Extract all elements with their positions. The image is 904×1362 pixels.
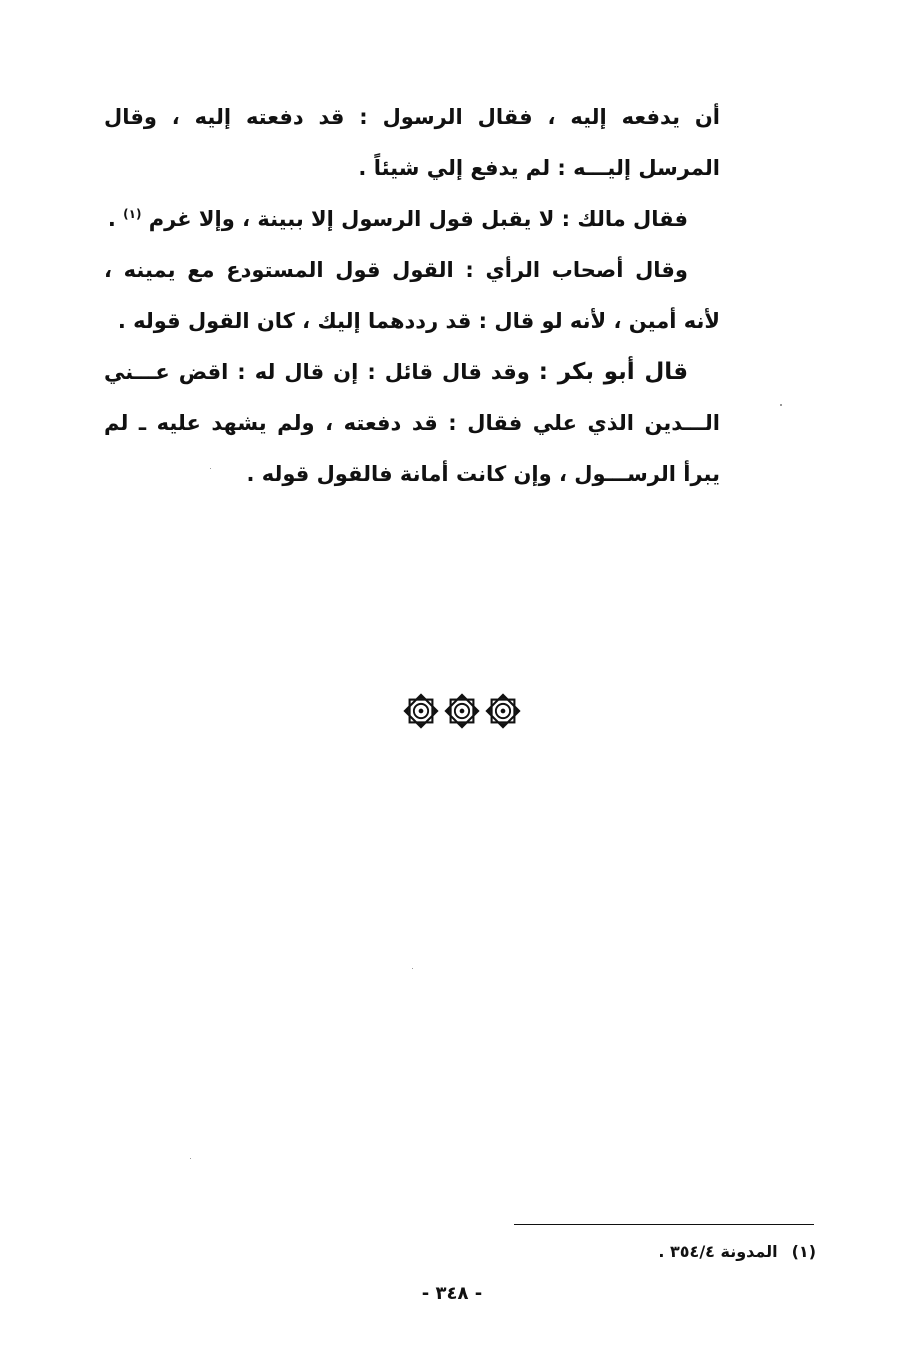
footnote-text: المدونة ٣٥٤/٤ .	[658, 1242, 778, 1261]
scan-speck	[780, 404, 782, 406]
paragraph-1	[104, 92, 720, 194]
paragraph-4-text: وقد قال قائل : إن قال له : اقض عـــني الـــدين الذي علي فقال : قد دفعته ، ولم يشهد عليه ـ لم يبرأ الرســـول ، وإن كانت أمانة فالقول قوله .	[104, 360, 720, 486]
footnote-divider	[514, 1224, 814, 1225]
paragraph-3	[104, 245, 720, 347]
paragraph-1-text: أن يدفعه إليه ، فقال الرسول : قد دفعته إليه ، وقال المرسل إليـــه : لم يدفع إلي شيئاً .	[104, 105, 720, 180]
section-ornament	[402, 692, 522, 736]
paragraph-3-text: وقال أصحاب الرأي : القول قول المستودع مع يمينه ، لأنه أمين ، لأنه لو قال : قد رددهما إليك ، كان القول قوله .	[104, 258, 720, 333]
footnote	[520, 1240, 816, 1264]
star-ornament-icon	[402, 692, 440, 730]
footnote-number: (١)	[791, 1242, 816, 1261]
star-ornament-icon	[484, 692, 522, 730]
speaker-label: قال أبو بكر :	[538, 359, 689, 385]
star-ornament-icon	[443, 692, 481, 730]
page-number: - ٣٤٨ -	[421, 1283, 483, 1304]
footnote-reference[interactable]: (١)	[123, 207, 142, 221]
scan-speck	[190, 1158, 191, 1159]
scan-speck	[210, 468, 211, 469]
paragraph-2	[104, 194, 720, 245]
main-text	[104, 92, 720, 500]
paragraph-2-text: فقال مالك : لا يقبل قول الرسول إلا ببينة ، وإلا غرم	[148, 207, 688, 231]
paragraph-2-tail: .	[107, 207, 116, 231]
paragraph-4	[104, 347, 720, 500]
scan-speck	[412, 968, 413, 969]
